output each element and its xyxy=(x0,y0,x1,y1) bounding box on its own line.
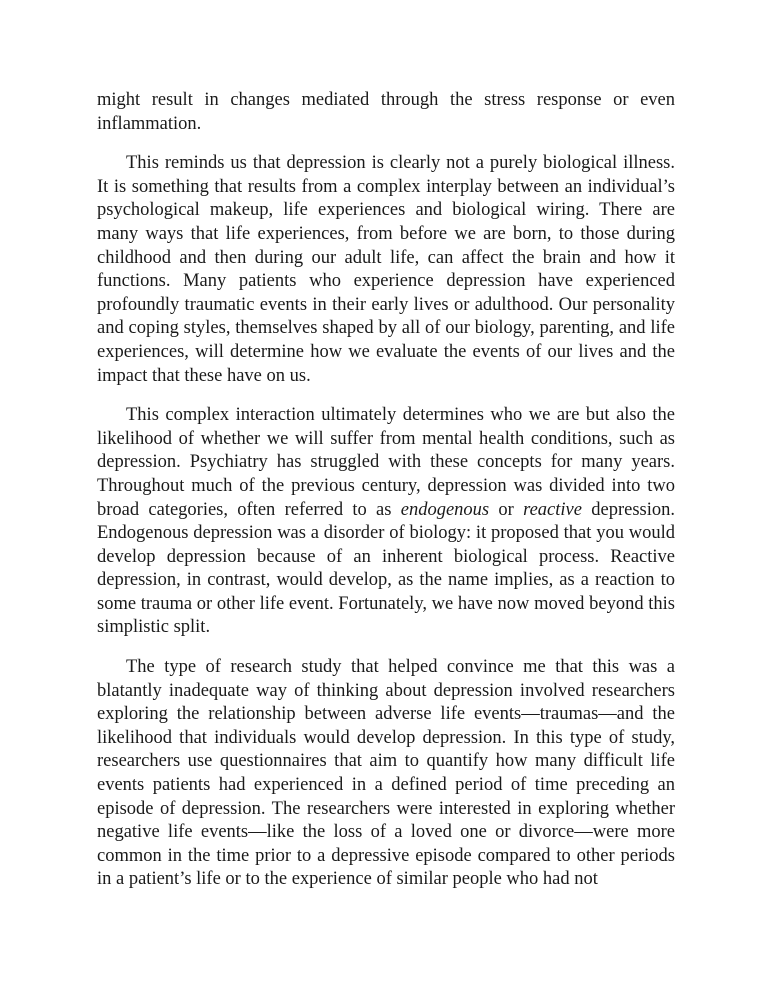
text-segment: This complex interaction ultimately determines who we are but also the likelihood of whether we will suffer from mental health conditions, such as depression. Psychiatry has struggled with these concepts for many years. Throughout much of the previous century, depression was divided into two broad categories, often referred to as xyxy=(97,405,675,520)
italic-term-reactive: reactive xyxy=(523,499,582,520)
text-segment: depression. Endogenous depression was a disorder of biology: it proposed that you would develop depression because of an inherent biological process. Reactive depression, in contrast, would develop, as the name implies, as a reaction to some trauma or other life event. Fortunately, we have now moved beyond this simplistic split. xyxy=(97,499,675,638)
italic-term-endogenous: endogenous xyxy=(400,499,490,520)
text-segment: or xyxy=(489,499,524,520)
page-body xyxy=(97,89,675,908)
paragraph-4 xyxy=(97,656,675,892)
text-segment: The type of research study that helped convince me that this was a blatantly inadequate way of thinking about depression involved researchers exploring the relationship between adverse life events—traumas—and the likelihood that individuals would develop depression. In this type of study, researchers use questionnaires that aim to quantify how many difficult life events patients had experienced in a defined period of time preceding an episode of depression. The researchers were interested in exploring whether negative life events—like the loss of a loved one or divorce—were more common in the time prior to a depressive episode compared to other periods in a patient’s life or to the experience of similar people who had not xyxy=(97,657,675,890)
text-segment: might result in changes mediated through the stress response or even inflammation. xyxy=(97,90,675,134)
paragraph-2 xyxy=(97,152,675,388)
paragraph-1 xyxy=(97,89,675,136)
text-segment: This reminds us that depression is clearly not a purely biological illness. It is something that results from a complex interplay between an individual’s psychological makeup, life experiences and biological wiring. There are many ways that life experiences, from before we are born, to those during childhood and then during our adult life, can affect the brain and how it functions. Many patients who experience depression have experienced profoundly traumatic events in their early lives or adulthood. Our personality and coping styles, themselves shaped by all of our biology, parenting, and life experiences, will determine how we evaluate the events of our lives and the impact that these have on us. xyxy=(97,153,675,386)
paragraph-3 xyxy=(97,404,675,640)
